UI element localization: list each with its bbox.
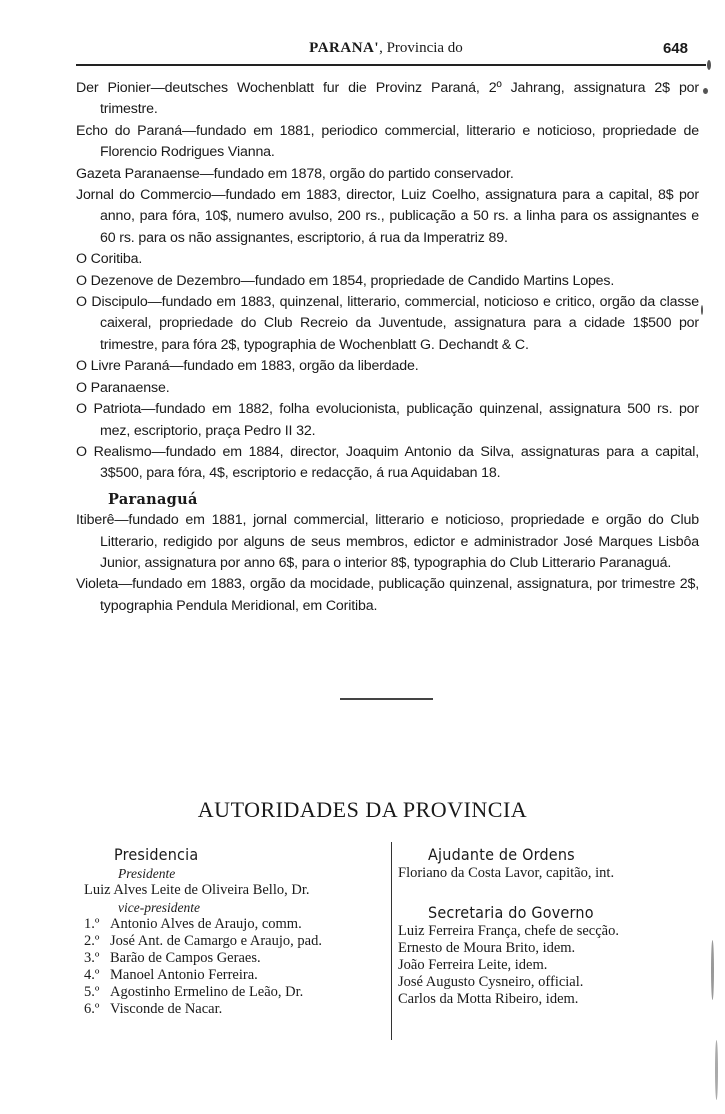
vice-president-name: José Ant. de Camargo e Araujo, pad. [110, 933, 322, 949]
newspaper-entry: Jornal do Commercio—fundado em 1883, director, Luiz Coelho, assignatura para a capital, 8$ por anno, para fóra, 10$, numero avulso, 200 rs., publicação a 50 rs. a linha para os assignantes e 60 rs. para os não assignantes, escriptorio, á rua da Imperatriz 89. [76, 187, 699, 246]
scan-edge-noise [695, 0, 725, 1114]
ajudante-heading: Ajudante de Ordens [428, 845, 575, 864]
newspaper-list [76, 78, 699, 617]
newspaper-entry: O Realismo—fundado em 1884, director, Joaquim Antonio da Silva, assignaturas para a capital, 3$500, para fóra, 4$, escriptorio e redacção, á rua Aquidaban 18. [76, 443, 699, 482]
vice-president-number: 2.º [84, 933, 100, 949]
vice-president-name: Antonio Alves de Araujo, comm. [110, 916, 302, 932]
section-divider [340, 698, 433, 700]
running-head-title-bold: PARANA' [309, 40, 380, 56]
vice-president-name: Manoel Antonio Ferreira. [110, 967, 258, 983]
newspaper-entry: O Discipulo—fundado em 1883, quinzenal, litterario, commercial, noticioso e critico, orgão da classe caixeral, propriedade do Club Recreio da Juventude, assignatura para a cidade 1$500 por trimestre, para fóra 2$, typographia de Wochenblatt G. Dechandt & C. [76, 294, 699, 353]
vice-president-number: 1.º [84, 916, 100, 932]
vice-president-name: Visconde de Nacar. [110, 1001, 223, 1017]
vice-president-name: Agostinho Ermelino de Leão, Dr. [110, 984, 304, 1000]
vice-president-row [84, 916, 390, 933]
newspaper-entry: O Dezenove de Dezembro—fundado em 1854, propriedade de Candido Martins Lopes. [76, 272, 615, 289]
secretaria-member: Carlos da Motta Ribeiro, idem. [398, 991, 579, 1007]
section-title: AUTORIDADES DA PROVINCIA [197, 797, 528, 822]
newspaper-entry: Violeta—fundado em 1883, orgão da mocidade, publicação quinzenal, assignatura, por trimestre 2$, typographia Pendula Meridional, em Coritiba. [76, 576, 699, 614]
spacer [398, 882, 698, 900]
newspaper-entry: O Livre Paraná—fundado em 1883, orgão da liberdade. [76, 358, 419, 375]
newspaper-entry: O Patriota—fundado em 1882, folha evolucionista, publicação quinzenal, assignatura 500 rs. por mez, escriptorio, praça Pedro II 32. [76, 401, 699, 439]
newspaper-entry: Echo do Paraná—fundado em 1881, periodico commercial, litterario e noticioso, propriedade de Florencio Rodrigues Vianna. [76, 122, 699, 161]
vice-president-role-label: vice-presidente [118, 900, 200, 915]
scan-speck [711, 940, 714, 1000]
running-head [76, 36, 696, 62]
page-number: 648 [662, 40, 688, 57]
ajudante-name: Floriano da Costa Lavor, capitão, int. [398, 865, 615, 881]
newspaper-entry: Gazeta Paranaense—fundado em 1878, orgão do partido conservador. [76, 165, 514, 182]
presidencia-heading: Presidencia [114, 845, 199, 864]
column-separator [391, 842, 392, 1040]
vice-president-number: 5.º [84, 984, 100, 1000]
header-rule [76, 64, 706, 66]
running-head-title-rest: , Provincia do [379, 40, 463, 56]
scan-speck [701, 305, 703, 315]
secretaria-member: Ernesto de Moura Brito, idem. [398, 940, 576, 956]
president-role-label: Presidente [118, 866, 176, 881]
scan-speck [715, 1040, 718, 1100]
newspaper-entry: O Coritiba. [76, 251, 143, 268]
secretaria-member: João Ferreira Leite, idem. [398, 957, 548, 973]
vice-president-row [84, 933, 390, 950]
scan-speck [703, 88, 708, 94]
vice-president-row [84, 950, 390, 967]
vice-president-row [84, 1001, 390, 1018]
scan-speck [707, 60, 711, 70]
subsection-heading: Paranaguá [108, 490, 198, 508]
newspaper-entry: Der Pionier—deutsches Wochenblatt fur die Provinz Paraná, 2º Jahrang, assignatura 2$ por trimestre. [76, 80, 699, 118]
vice-president-number: 4.º [84, 967, 100, 983]
president-name: Luiz Alves Leite de Oliveira Bello, Dr. [84, 882, 310, 898]
newspaper-entry: Itiberê—fundado em 1881, jornal commercial, litterario e noticioso, propriedade e orgão do Club Litterario, redigido por alguns de seus membros, edictor e administrador José Marques Lisbôa Junior, assignatura por anno 6$, para o interior 8$, typographia do Club Litterario Paranaguá. [76, 512, 699, 571]
vice-president-number: 3.º [84, 950, 100, 966]
vice-president-row [84, 967, 390, 984]
secretaria-heading: Secretaria do Governo [428, 903, 594, 922]
vice-president-number: 6.º [84, 1001, 100, 1017]
secretaria-member: José Augusto Cysneiro, official. [398, 974, 584, 990]
governo-column [398, 842, 698, 1008]
vice-president-row [84, 984, 390, 1001]
presidencia-column [84, 842, 390, 1018]
newspaper-entry: O Paranaense. [76, 379, 170, 396]
vice-president-name: Barão de Campos Geraes. [110, 950, 261, 966]
running-head-title [76, 40, 696, 57]
secretaria-member: Luiz Ferreira França, chefe de secção. [398, 923, 619, 939]
